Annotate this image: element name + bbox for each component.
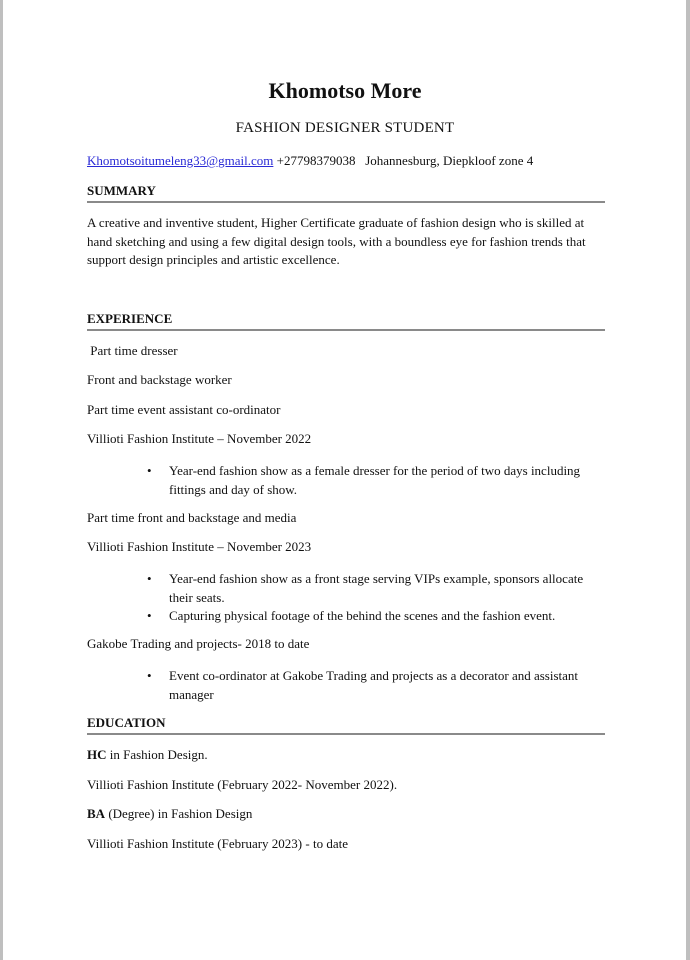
education-degree-hc bbox=[87, 747, 208, 763]
email-link[interactable]: Khomotsoitumeleng33@gmail.com bbox=[87, 153, 274, 168]
education-degree-ba bbox=[87, 806, 252, 822]
bullet-icon: • bbox=[147, 608, 152, 623]
experience-org-villioti-2023: Villioti Fashion Institute – November 2023 bbox=[87, 539, 312, 554]
experience-role-media: Part time front and backstage and media bbox=[87, 510, 297, 525]
applicant-name: Khomotso More bbox=[268, 78, 422, 103]
applicant-title: FASHION DESIGNER STUDENT bbox=[235, 120, 455, 136]
bullet-item bbox=[147, 606, 607, 625]
education-school-hc: Villioti Fashion Institute (February 2022- November 2022). bbox=[87, 777, 398, 792]
experience-heading: EXPERIENCE bbox=[87, 311, 605, 331]
contact-line bbox=[87, 153, 533, 169]
education-school-ba: Villioti Fashion Institute (February 2023) - to date bbox=[87, 836, 348, 851]
bullet-text: Year-end fashion show as a front stage serving VIPs example, sponsors allocate their seats. bbox=[169, 571, 584, 605]
education-heading: EDUCATION bbox=[87, 715, 605, 735]
bullet-item bbox=[147, 461, 607, 499]
experience-role-dresser: Part time dresser bbox=[87, 343, 178, 358]
summary-text: A creative and inventive student, Higher Certificate graduate of fashion design who is skilled at hand sketching and using a few digital design tools, with a boundless eye for fashion trends that support design principles and artistic excellence. bbox=[87, 215, 586, 267]
page-edge-right bbox=[686, 0, 690, 960]
bullet-icon: • bbox=[147, 571, 152, 586]
location-text: Johannesburg, Diepkloof zone 4 bbox=[365, 153, 534, 168]
experience-role-event-assistant: Part time event assistant co-ordinator bbox=[87, 402, 281, 417]
bullet-item bbox=[147, 666, 607, 704]
experience-org-gakobe: Gakobe Trading and projects- 2018 to date bbox=[87, 636, 310, 651]
bullet-icon: • bbox=[147, 668, 152, 683]
page-edge-left bbox=[0, 0, 3, 960]
summary-heading: SUMMARY bbox=[87, 183, 605, 203]
experience-org-villioti-2022: Villioti Fashion Institute – November 2022 bbox=[87, 431, 312, 446]
bullet-icon: • bbox=[147, 463, 152, 478]
experience-role-backstage: Front and backstage worker bbox=[87, 372, 232, 387]
bullet-text: Capturing physical footage of the behind the scenes and the fashion event. bbox=[169, 608, 556, 623]
phone-number: +27798379038 bbox=[276, 153, 356, 168]
degree-name: in Fashion Design. bbox=[106, 747, 208, 762]
bullet-text: Year-end fashion show as a female dresser for the period of two days including fittings and day of show. bbox=[169, 463, 581, 497]
bullet-text: Event co-ordinator at Gakobe Trading and projects as a decorator and assistant manager bbox=[169, 668, 579, 702]
degree-abbr: HC bbox=[87, 747, 107, 762]
degree-abbr: BA bbox=[87, 806, 106, 821]
bullet-item bbox=[147, 569, 607, 607]
degree-name: (Degree) in Fashion Design bbox=[105, 806, 253, 821]
